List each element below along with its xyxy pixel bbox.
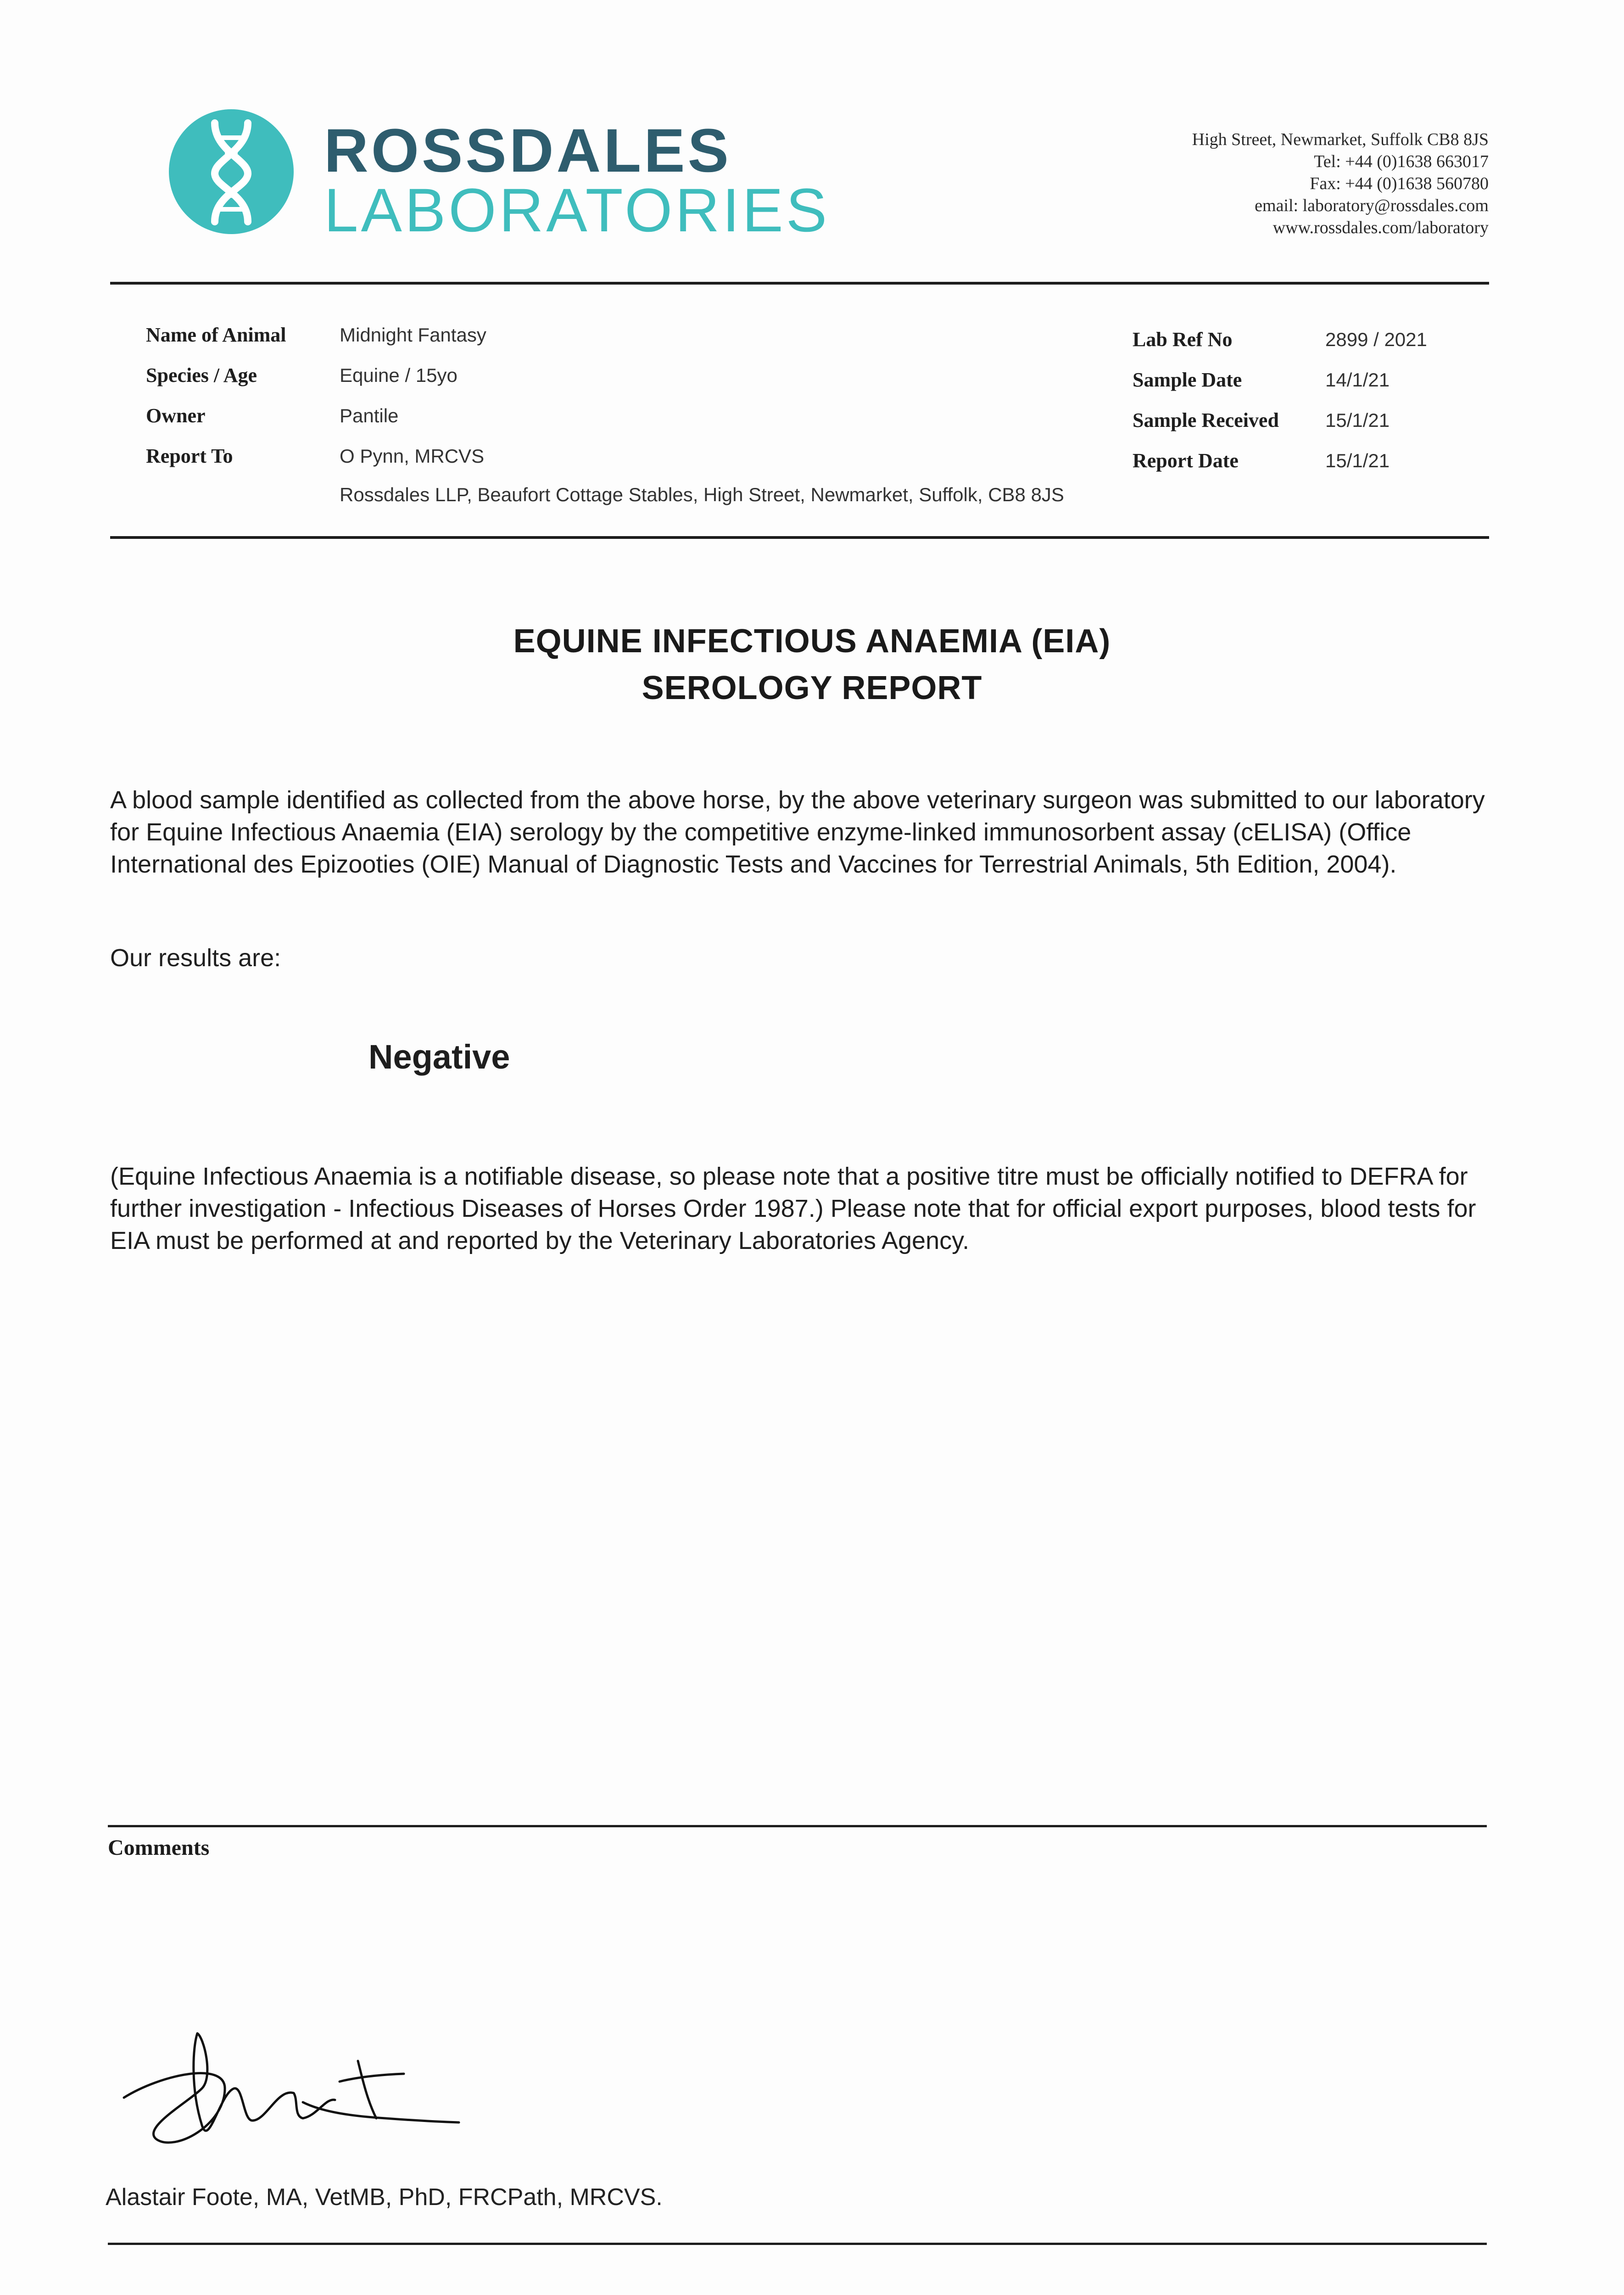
label-lab-ref: Lab Ref No bbox=[1133, 328, 1233, 351]
header-divider bbox=[110, 282, 1489, 285]
value-report-to: O Pynn, MRCVS bbox=[340, 445, 485, 467]
intro-paragraph: A blood sample identified as collected from the above horse, by the above veterinary surgeon was submitted to our laboratory for Equine Infectious Anaemia (EIA) serology by the competitive enzyme-linked immunosorbent assay (cELISA) (Office International des Epizooties (OIE) Manual of Diagnostic Tests and Vaccines for Terrestrial Animals, 5th Edition, 2004). bbox=[110, 786, 1485, 878]
label-report-date: Report Date bbox=[1133, 449, 1239, 472]
lab-address bbox=[1192, 129, 1489, 239]
value-sample-date: 14/1/21 bbox=[1325, 369, 1390, 391]
value-lab-ref: 2899 / 2021 bbox=[1325, 329, 1427, 350]
label-report-to: Report To bbox=[146, 445, 233, 467]
comments-label: Comments bbox=[108, 1836, 210, 1860]
results-intro: Our results are: bbox=[110, 944, 281, 972]
label-name-of-animal: Name of Animal bbox=[146, 324, 286, 346]
value-species-age: Equine / 15yo bbox=[340, 364, 458, 386]
report-title-line2: SEROLOGY REPORT bbox=[642, 670, 982, 706]
address-web: www.rossdales.com/laboratory bbox=[1272, 218, 1489, 237]
address-street: High Street, Newmarket, Suffolk CB8 8JS bbox=[1192, 130, 1489, 149]
signature bbox=[110, 2020, 477, 2166]
value-name-of-animal: Midnight Fantasy bbox=[340, 324, 486, 346]
logo-circle bbox=[169, 109, 294, 234]
address-tel: Tel: +44 (0)1638 663017 bbox=[1314, 152, 1489, 171]
label-sample-received: Sample Received bbox=[1133, 409, 1279, 431]
value-owner: Pantile bbox=[340, 405, 399, 426]
details-divider bbox=[110, 536, 1489, 539]
address-email: email: laboratory@rossdales.com bbox=[1255, 196, 1489, 215]
test-result: Negative bbox=[368, 1038, 510, 1076]
comments-divider bbox=[108, 1825, 1487, 1827]
footer-divider bbox=[108, 2243, 1487, 2245]
signatory-name: Alastair Foote, MA, VetMB, PhD, FRCPath, MRCVS. bbox=[106, 2184, 663, 2211]
address-fax: Fax: +44 (0)1638 560780 bbox=[1310, 174, 1489, 193]
dna-helix-icon bbox=[169, 109, 294, 234]
value-sample-received: 15/1/21 bbox=[1325, 409, 1390, 431]
notifiable-note: (Equine Infectious Anaemia is a notifiable disease, so please note that a positive titre must be officially notified to DEFRA for further investigation - Infectious Diseases of Horses Order 1987.) Please note that for official export purposes, blood tests for EIA must be performed at and reported by the Veterinary Laboratories Agency. bbox=[110, 1163, 1476, 1254]
logo-rossdales: ROSSDALES bbox=[324, 117, 731, 185]
value-report-date: 15/1/21 bbox=[1325, 450, 1390, 471]
value-report-to-address: Rossdales LLP, Beaufort Cottage Stables, High Street, Newmarket, Suffolk, CB8 8JS bbox=[340, 484, 1064, 505]
label-owner: Owner bbox=[146, 404, 206, 427]
logo-laboratories: LABORATORIES bbox=[324, 176, 830, 245]
label-sample-date: Sample Date bbox=[1133, 369, 1242, 391]
report-title-line1: EQUINE INFECTIOUS ANAEMIA (EIA) bbox=[513, 623, 1111, 660]
label-species-age: Species / Age bbox=[146, 364, 257, 386]
